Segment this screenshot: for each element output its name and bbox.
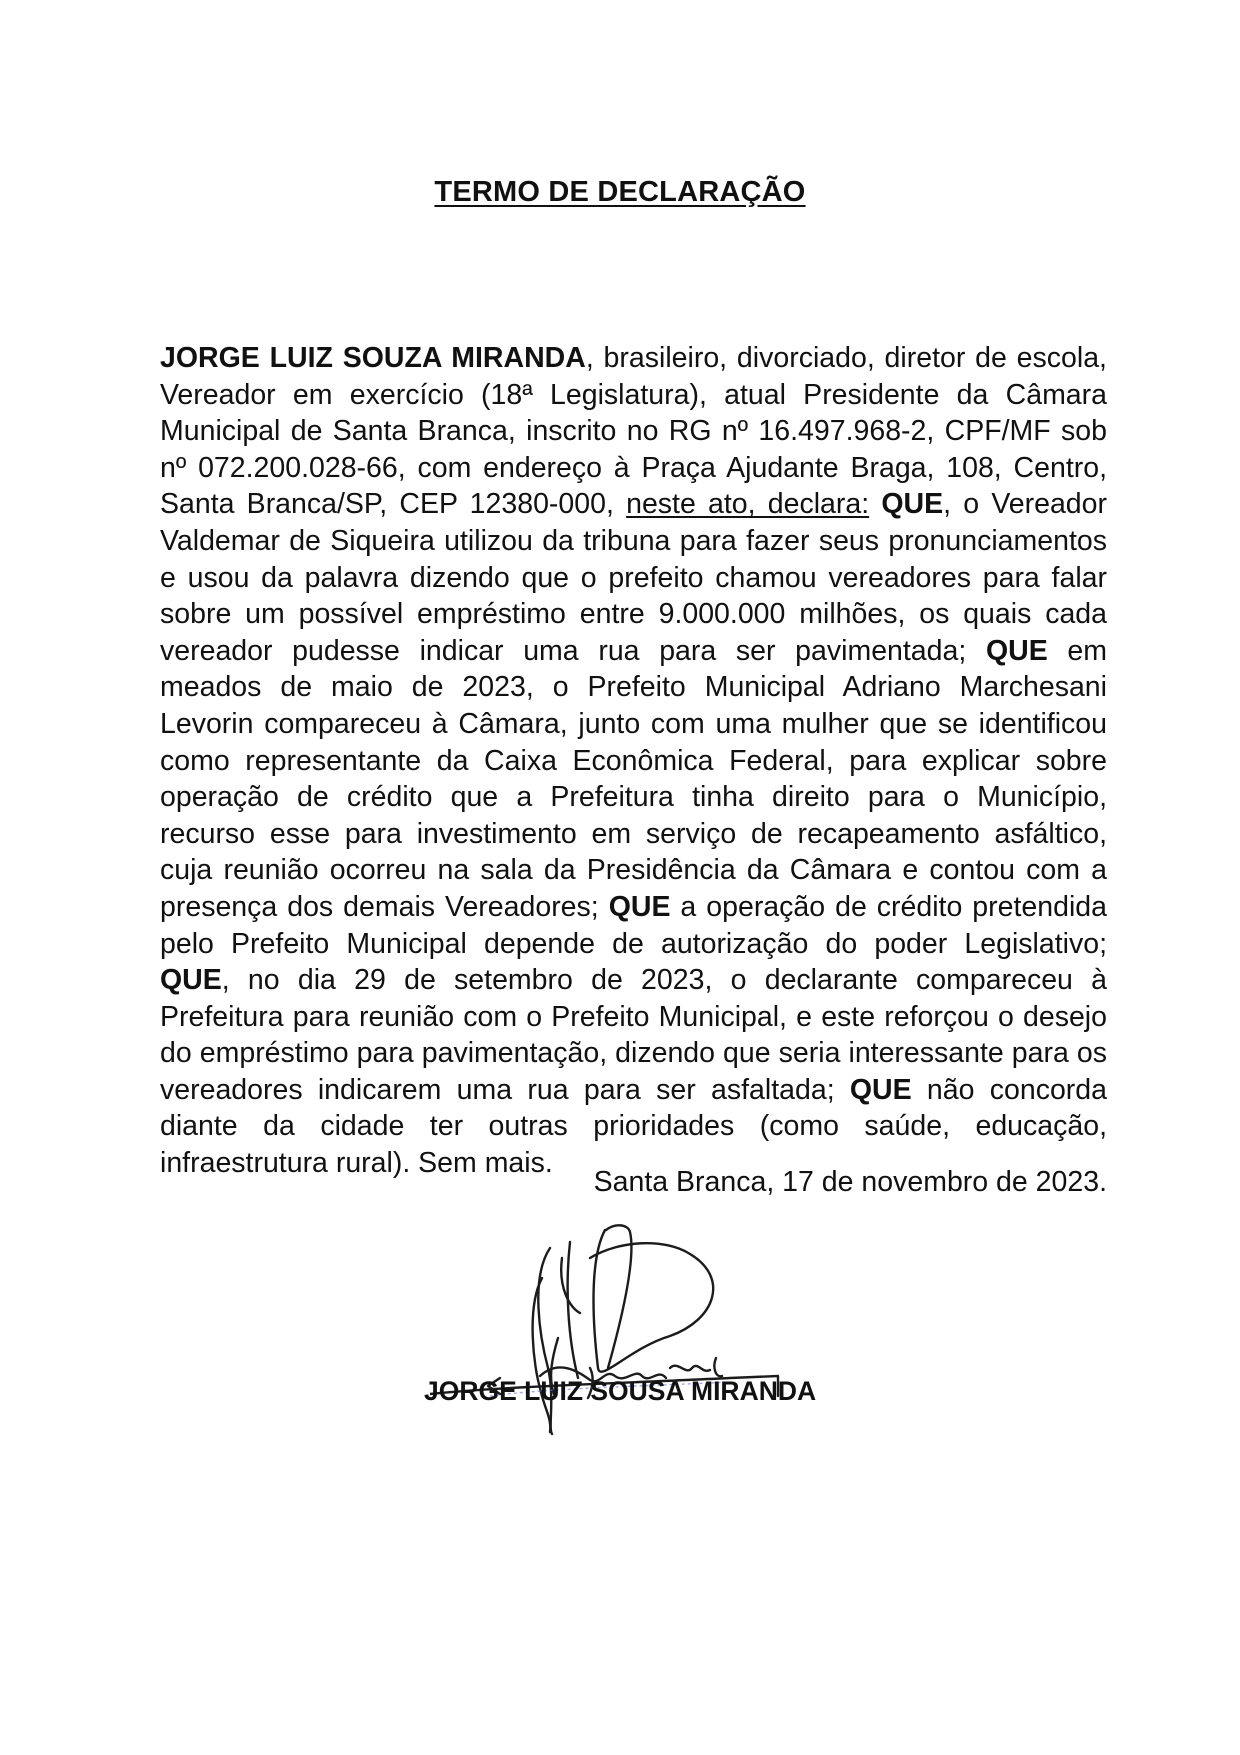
que-keyword: QUE	[160, 964, 222, 997]
paragraph-segment: a operação de crédito pretendida pelo Prefeito Municipal depende de autorização do poder Legislativo;	[160, 890, 1107, 960]
paragraph-segment: não concorda diante da cidade ter outras prioridades (como saúde, educação, infraestrutura rural). Sem mais.	[160, 1073, 1107, 1180]
que-keyword: QUE	[985, 634, 1048, 667]
date-line: Santa Branca, 17 de novembro de 2023.	[593, 1166, 1107, 1198]
signer-name: JORGE LUIZ SOUSA MIRANDA	[424, 1376, 817, 1406]
paragraph-segment: em meados de maio de 2023, o Prefeito Municipal Adriano Marchesani Levorin compareceu à Câmara, junto com uma mulher que se identificou como representante da Caixa Econômica Federal, para explicar sobre operação de crédito que a Prefeitura tinha direito para o Município, recurso esse para investimento em serviço de recapeamento asfáltico, cuja reunião ocorreu na sala da Presidência da Câmara e contou com a presença dos demais Vereadores;	[160, 634, 1107, 923]
paragraph-segment: , brasileiro, divorciado, diretor de escola, Vereador em exercício (18ª Legislatura), atual Presidente da Câmara Municipal de Santa Branca, inscrito no RG nº 16.497.968-2, CPF/MF sob nº 072.200.028-66, com endereço à Praça Ajudante Braga, 108, Centro, Santa Branca/SP, CEP 12380-000,	[160, 342, 1107, 521]
que-keyword: QUE	[608, 890, 671, 923]
paragraph-segment: , o Vereador Valdemar de Siqueira utilizou da tribuna para fazer seus pronunciamentos e usou da palavra dizendo que o prefeito chamou vereadores para falar sobre um possível empréstimo entre 9.000.000 milhões, os quais cada vereador pudesse indicar uma rua para ser pavimentada;	[160, 488, 1107, 667]
que-keyword: QUE	[849, 1073, 912, 1106]
que-keyword: QUE	[881, 488, 944, 521]
declaration-paragraph	[160, 340, 1107, 1182]
paragraph-segment: , no dia 29 de setembro de 2023, o declarante compareceu à Prefeitura para reunião com o Prefeito Municipal, e este reforçou o desejo do empréstimo para pavimentação, dizendo que seria interessante para os vereadores indicarem uma rua para ser asfaltada;	[160, 964, 1107, 1106]
declaration-phrase: neste ato, declara:	[626, 488, 870, 521]
paragraph-space	[869, 488, 881, 520]
document-title: TERMO DE DECLARAÇÃO	[434, 176, 806, 208]
declarant-name: JORGE LUIZ SOUZA MIRANDA	[160, 342, 586, 374]
